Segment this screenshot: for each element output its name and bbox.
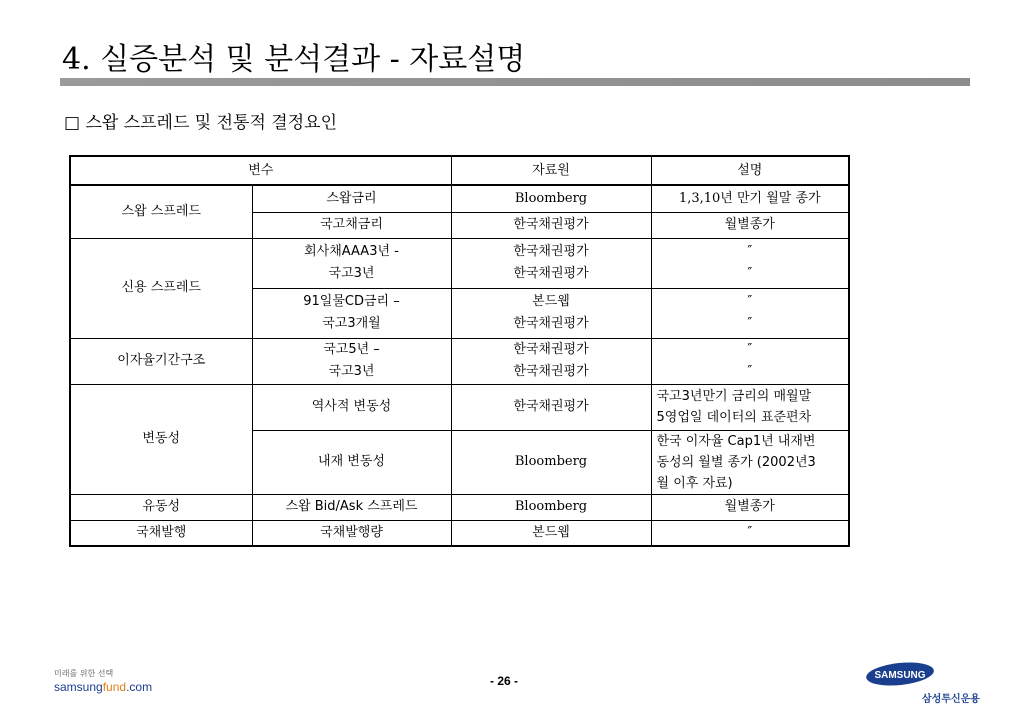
source-line: 한국채권평가 bbox=[513, 364, 589, 379]
source-line: 한국채권평가 bbox=[513, 244, 589, 259]
variable-cell bbox=[252, 238, 451, 288]
source-cell: 한국채권평가 bbox=[451, 212, 651, 238]
section-subtitle: □ 스왑 스프레드 및 전통적 결정요인 bbox=[64, 113, 337, 133]
desc-line: 국고3년만기 금리의 매월말 bbox=[656, 389, 812, 404]
header-description: 설명 bbox=[651, 156, 849, 185]
table-header-row bbox=[70, 156, 849, 185]
desc-line: 월 이후 자료) bbox=[656, 475, 733, 491]
source-cell: Bloomberg bbox=[451, 185, 651, 212]
group-cell: 이자율기간구조 bbox=[70, 338, 252, 384]
variable-line: 91일물CD금리 – bbox=[303, 294, 400, 309]
header-variable: 변수 bbox=[70, 156, 451, 185]
source-line: 한국채권평가 bbox=[513, 266, 589, 281]
page-title: 4. 실증분석 및 분석결과 - 자료설명 bbox=[62, 42, 526, 77]
ditto-mark: ″ bbox=[747, 316, 753, 331]
source-cell bbox=[451, 288, 651, 338]
header-source: 자료원 bbox=[451, 156, 651, 185]
description-cell: ″ bbox=[651, 520, 849, 546]
ditto-mark: ″ bbox=[747, 266, 753, 281]
variable-cell: 내재 변동성 bbox=[252, 430, 451, 494]
url-part: .com bbox=[126, 680, 153, 694]
desc-line: 동성의 월별 종가 (2002년3 bbox=[656, 454, 816, 470]
variable-line: 국고3개월 bbox=[322, 316, 381, 331]
source-cell: 한국채권평가 bbox=[451, 384, 651, 430]
ditto-mark: ″ bbox=[747, 364, 753, 379]
description-cell bbox=[651, 384, 849, 430]
description-cell bbox=[651, 185, 849, 212]
page-number: - 26 - bbox=[490, 674, 519, 688]
url-part: samsung bbox=[54, 680, 103, 694]
desc-line: 한국 이자율 Cap1년 내재변 bbox=[656, 433, 816, 449]
description-cell bbox=[651, 430, 849, 494]
source-line: 한국채권평가 bbox=[513, 316, 589, 331]
table-row bbox=[70, 384, 849, 430]
ditto-mark: ″ bbox=[747, 244, 753, 259]
variable-cell: 국채발행량 bbox=[252, 520, 451, 546]
variable-line: 회사채AAA3년 - bbox=[304, 244, 399, 259]
variable-cell: 스왑 Bid/Ask 스프레드 bbox=[252, 494, 451, 520]
data-table bbox=[69, 155, 850, 547]
source-cell bbox=[451, 238, 651, 288]
variable-cell: 국고채금리 bbox=[252, 212, 451, 238]
group-cell: 유동성 bbox=[70, 494, 252, 520]
table-row bbox=[70, 520, 849, 546]
footer-website-link[interactable] bbox=[54, 680, 152, 694]
source-cell: Bloomberg bbox=[451, 430, 651, 494]
desc-line: 5영업일 데이터의 표준편차 bbox=[656, 410, 812, 425]
variable-line: 국고3년 bbox=[328, 266, 375, 281]
company-name: 삼성투신운용 bbox=[922, 694, 980, 705]
group-cell: 스왑 스프레드 bbox=[70, 185, 252, 238]
group-cell: 변동성 bbox=[70, 384, 252, 494]
variable-cell bbox=[252, 338, 451, 384]
description-cell bbox=[651, 288, 849, 338]
ditto-mark: ″ bbox=[747, 294, 753, 309]
variable-cell: 역사적 변동성 bbox=[252, 384, 451, 430]
desc-text: 1,3,10년 만기 월말 종가 bbox=[678, 190, 821, 206]
variable-line: 국고3년 bbox=[328, 364, 375, 379]
source-line: 한국채권평가 bbox=[513, 342, 589, 357]
table-row bbox=[70, 185, 849, 212]
variable-line: 국고5년 – bbox=[323, 342, 380, 357]
variable-cell: 스왑금리 bbox=[252, 185, 451, 212]
group-cell: 신용 스프레드 bbox=[70, 238, 252, 338]
description-cell: 월별종가 bbox=[651, 212, 849, 238]
table-row bbox=[70, 494, 849, 520]
table-row bbox=[70, 338, 849, 384]
logo-wordmark: SAMSUNG bbox=[874, 670, 926, 681]
source-line: 본드웹 bbox=[532, 294, 570, 309]
title-underline-bar bbox=[60, 78, 970, 86]
group-cell: 국채발행 bbox=[70, 520, 252, 546]
source-cell: 본드웹 bbox=[451, 520, 651, 546]
variable-cell bbox=[252, 288, 451, 338]
ditto-mark: ″ bbox=[747, 342, 753, 357]
description-cell bbox=[651, 238, 849, 288]
description-cell bbox=[651, 338, 849, 384]
table-row bbox=[70, 238, 849, 288]
samsung-logo bbox=[864, 660, 980, 705]
source-cell bbox=[451, 338, 651, 384]
url-part-fund: fund bbox=[102, 680, 127, 694]
source-cell: Bloomberg bbox=[451, 494, 651, 520]
description-cell: 월별종가 bbox=[651, 494, 849, 520]
footer-slogan: 미래를 위한 선택 bbox=[54, 669, 114, 678]
